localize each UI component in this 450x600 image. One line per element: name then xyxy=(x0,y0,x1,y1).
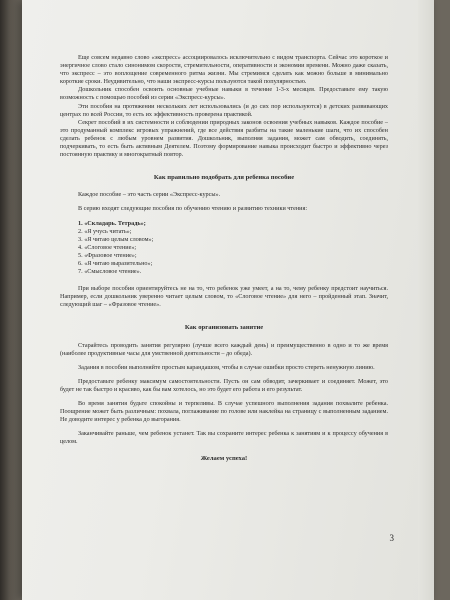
series-intro: В серию входят следующие пособия по обучению чтению и развитию техники чтения: xyxy=(78,205,308,213)
selection-advice: При выборе пособия ориентируйтесь не на то, что ребенок уже умеет, а на то, чему ребенку предстоит научиться. Например, если дошкольник уверенно читает целым словом, то «Слоговое чтение» для него – пройденный этап. Значит, следующий шаг – «Фразовое чтение». xyxy=(60,285,388,309)
organize-paragraph-4: Во время занятия будьте спокойны и терпеливы. В случае успешного выполнения задания похвалите ребенка. Поощрение может быть различным: похвала, поглаживание по голове или наклейка на страницу с выполненным заданием. Не доводите интерес у ребенка до выгорания. xyxy=(60,400,388,424)
list-item: 4. «Слоговое чтение»; xyxy=(78,243,137,251)
list-item: 1. «Складарь. Тетрадь»; xyxy=(78,219,146,227)
intro-paragraph-4: Секрет пособий в их системности и соблюдении природных законов освоения учебных навыков. Каждое пособие – это продуманный комплекс игровых упражнений, где все действия разбиты на такие маленькие шаги, что их способен сделать ребенок с любым уровнем развития. Дошкольник, выполняя задания, может сам обводить, соединять, подчеркивать, то есть быть активным Деятелем. Поэтому формирование навыка происходит быстро и эффективно через постоянную практику и многократный повтор. xyxy=(60,118,388,159)
list-item: 6. «Я читаю выразительно»; xyxy=(78,259,153,267)
document-page xyxy=(22,0,434,600)
list-item: 3. «Я читаю целым словом»; xyxy=(78,235,154,243)
intro-paragraph-2: Дошкольник способен освоить основные учебные навыки в течение 1-3-х месяцев. Предоставьте ему такую возможность с помощью пособий из серии «Экспресс-курсы». xyxy=(60,86,388,102)
page-content xyxy=(60,54,388,464)
intro-paragraph-1: Еще совсем недавно слово «экспресс» ассоциировалось исключительно с видом транспорта. Сейчас это короткое и энергичное слово стало синонимом скорости, стремительности, оперативности и экономии времени. Можно даже сказать, что экспресс – это воплощение современного ритма жизни. Мы стремимся сделать как можно больше в минимально короткие сроки. Неудивительно, что наши экспресс-курсы пользуются такой популярностью. xyxy=(60,54,388,86)
organize-paragraph-2: Задания в пособии выполняйте простым карандашом, чтобы в случае ошибки просто стереть ненужную линию. xyxy=(78,363,375,371)
list-item: 7. «Смысловое чтение». xyxy=(78,268,142,276)
series-lead: Каждое пособие – это часть серии «Экспресс-курсы». xyxy=(78,191,221,199)
organize-paragraph-3: Предоставьте ребенку максимум самостоятельности. Пусть он сам обводит, зачеркивает и соединяет. Может, это будет не так быстро и красиво, как бы вам хотелось, но это будет его работа и его результат. xyxy=(60,377,388,393)
organize-paragraph-1: Старайтесь проводить занятия регулярно (лучше всего каждый день) и преимущественно в одно и то же время (наиболее продуктивные часы для умственной деятельности – до обеда). xyxy=(60,341,388,357)
section-heading-organize: Как организовать занятие xyxy=(184,324,264,332)
series-list xyxy=(60,220,388,277)
list-item: 2. «Я учусь читать»; xyxy=(78,227,132,235)
intro-paragraph-3: Эти пособия на протяжении нескольких лет использовались (и до сих пор используются) в детских развивающих центрах по всей России, то есть их эффективность проверена практикой. xyxy=(60,102,388,118)
closing-wish: Желаем успеха! xyxy=(200,455,248,463)
page-edge xyxy=(418,0,434,600)
page-number: 3 xyxy=(389,533,394,543)
organize-paragraph-5: Заканчивайте раньше, чем ребенок устанет. Так вы сохраните интерес ребенка к занятиям и к процессу обучения в целом. xyxy=(60,430,388,446)
list-item: 5. «Фразовое чтение»; xyxy=(78,251,137,259)
section-heading-choose: Как правильно подобрать для ребенка пособие xyxy=(153,174,295,182)
